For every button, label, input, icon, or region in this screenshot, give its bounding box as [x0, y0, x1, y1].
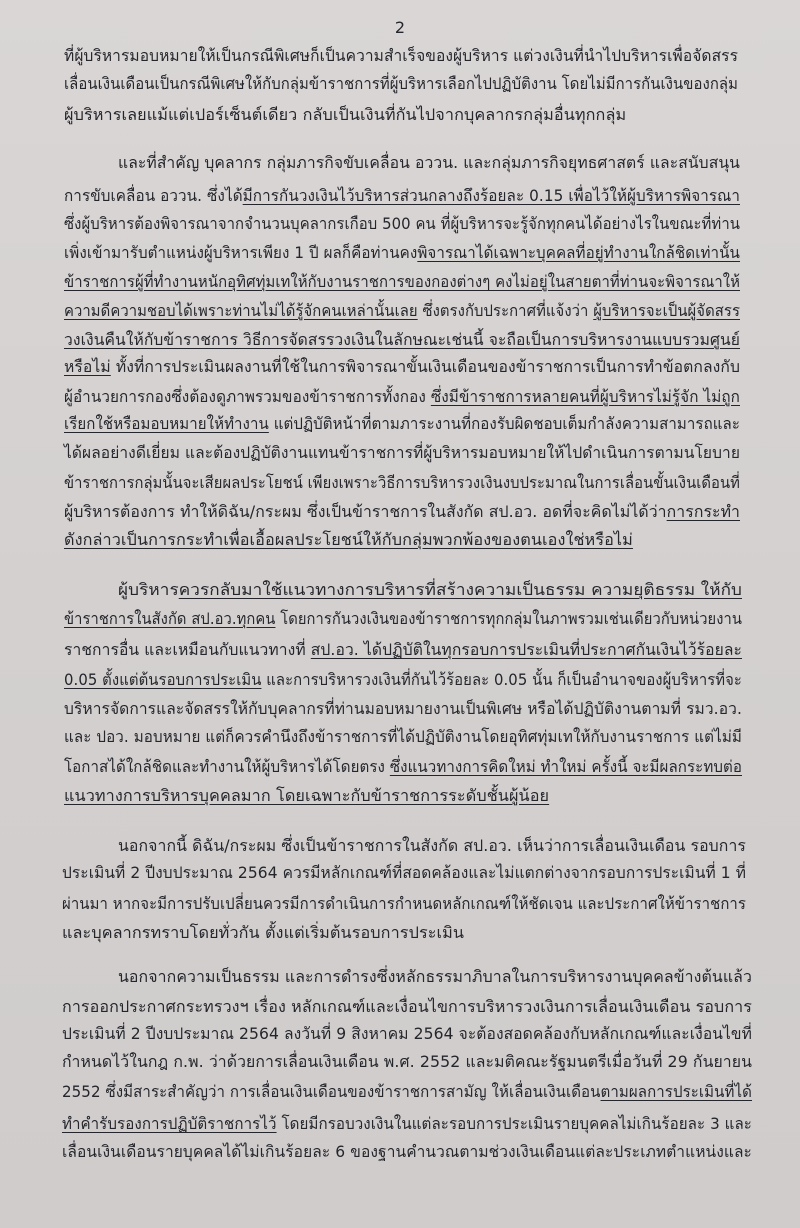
text-run: ผู้บริหาร	[118, 580, 179, 599]
text-line	[118, 836, 746, 856]
text-line	[64, 301, 740, 321]
text-line	[62, 1082, 752, 1102]
text-run: ผู้บริหารต้องการ ทำให้ดิฉัน/กระผม ซึ่งเป็นข้าราชการในสังกัด สป.อว. อดที่จะคิดไม่ได้ว่า	[64, 502, 667, 521]
text-run: ซึ่งผู้บริหารต้องพิจารณาจากจำนวนบุคลากรเกือบ 500 คน ที่ผู้บริหารจะรู้จักทุกคนได้อย่างไรในขณะที่ท่าน	[64, 214, 740, 233]
underlined-text: ซึ่งมีข้าราชการหลายคนที่ผู้บริหารไม่รู้จัก ไม่ถูก	[430, 387, 740, 406]
text-run: 2552 ซึ่งมีสาระสำคัญว่า การเลื่อนเงินเดือนของข้าราชการสามัญ ให้เลื่อนเงินเดือน	[62, 1082, 601, 1101]
text-line	[64, 74, 738, 94]
underlined-text: ตามผลการประเมินที่ได้	[600, 1082, 752, 1101]
underlined-text: ควรกลับมาใช้แนวทางการบริหารที่สร้างความเป็นธรรม ความยุติธรรม ให้กับ	[178, 580, 742, 599]
text-line	[64, 272, 740, 292]
text-run: และที่สำคัญ บุคลากร กลุ่มภารกิจขับเคลื่อน อววน. และกลุ่มภารกิจยุทธศาสตร์ และสนับสนุน	[118, 153, 740, 172]
text-line	[64, 530, 633, 550]
text-line	[64, 670, 742, 690]
text-run: เพิ่งเข้ามารับตำแหน่งผู้บริหารเพียง 1 ปี ผลก็คือท่านคง	[64, 243, 418, 262]
text-line	[64, 640, 742, 660]
text-line	[64, 609, 742, 629]
underlined-text: พิจารณาได้เฉพาะบุคคลที่อยู่ทำงานใกล้ชิดเท่านั้น	[417, 243, 740, 262]
underlined-text: ดังกล่าวเป็นการกระทำเพื่อเอื้อผลประโยชน์ให้กับกลุ่มพวกพ้องของตนเองใช่หรือไม่	[64, 530, 633, 549]
text-run: ข้าราชการกลุ่มนั้นจะเสียผลประโยชน์ เพียงเพราะวิธีการบริหารวงเงินงบประมาณในการเลื่อนขั้นเงินเดือนที่	[64, 473, 740, 492]
text-run: ผ่านมา หากจะมีการปรับเปลี่ยนควรมีการดำเนินการกำหนดหลักเกณฑ์ให้ชัดเจน และประกาศให้ข้าราชการ	[62, 894, 746, 913]
underlined-text: เรียกใช้หรือมอบหมายให้ทำงาน	[64, 414, 269, 433]
text-run: โอกาสได้ใกล้ชิดและทำงานให้ผู้บริหารได้โดยตรง	[64, 757, 390, 776]
text-run: เลื่อนเงินเดือนเป็นกรณีพิเศษให้กับกลุ่มข้าราชการที่ผู้บริหารเลือกไปปฏิบัติงาน โดยไม่มีการกันเงินของกลุ่ม	[64, 74, 738, 93]
text-run: และ ปอว. มอบหมาย แต่ก็ควรคำนึงถึงข้าราชการที่ได้ปฏิบัติงานโดยอุทิศทุ่มเทให้กับงานราชการ แต่ไม่มี	[64, 727, 742, 746]
text-line	[62, 1052, 752, 1072]
text-line	[64, 357, 740, 377]
text-line	[64, 186, 740, 206]
text-run: กำหนดไว้ในกฎ ก.พ. ว่าด้วยการเลื่อนเงินเดือน พ.ศ. 2552 และมติคณะรัฐมนตรีเมื่อวันที่ 29 กันยายน	[62, 1052, 752, 1071]
text-line	[64, 387, 740, 407]
text-run: ได้ผลอย่างดีเยี่ยม และต้องปฏิบัติงานแทนข้าราชการที่ผู้บริหารมอบหมายให้ไปดำเนินการตามนโยบาย	[64, 443, 740, 462]
underlined-text: การกระทำ	[666, 502, 740, 521]
text-line	[64, 473, 740, 493]
underlined-text: ซึ่งแนวทางการคิดใหม่ ทำใหม่ ครั้งนี้ จะมีผลกระทบต่อ	[389, 757, 742, 776]
text-line	[62, 863, 746, 883]
text-line	[64, 46, 738, 66]
text-run: ผู้บริหารเลยแม้แต่เปอร์เซ็นต์เดียว กลับเป็นเงินที่กันไปจากบุคลากรกลุ่มอื่นทุกกลุ่ม	[64, 105, 627, 124]
text-run: บริหารจัดการและจัดสรรให้กับบุคลากรที่ท่านมอบหมายงานเป็นพิเศษ หรือได้ปฏิบัติงานตามที่ รมว.อว.	[64, 699, 742, 718]
text-line	[62, 997, 752, 1017]
text-run: และการบริหารวงเงินที่กันไว้ร้อยละ 0.05 นั้น ก็เป็นอำนาจของผู้บริหารที่จะ	[261, 670, 742, 689]
text-run: ประเมินที่ 2 ปีงบประมาณ 2564 ควรมีหลักเกณฑ์ที่สอดคล้องและไม่แตกต่างจากรอบการประเมินที่ 1 ที่	[62, 863, 746, 882]
underlined-text: ผู้บริหารจะเป็นผู้จัดสรร	[593, 301, 740, 320]
underlined-text: สป.อว. ได้ปฏิบัติในทุกรอบการประเมินที่ประกาศกันเงินไว้ร้อยละ	[310, 640, 742, 659]
text-line	[64, 757, 742, 777]
underlined-text: มีการกันวงเงินไว้บริหารส่วนกลางถึงร้อยละ 0.15 เพื่อไว้ให้ผู้บริหารพิจารณา	[242, 186, 740, 205]
text-run: นอกจากนี้ ดิฉัน/กระผม ซึ่งเป็นข้าราชการในสังกัด สป.อว. เห็นว่าการเลื่อนเงินเดือน รอบการ	[118, 836, 746, 855]
text-line	[62, 1142, 752, 1162]
text-line	[62, 894, 746, 914]
page-number: 2	[394, 18, 406, 37]
text-line	[118, 153, 740, 173]
text-run: ผู้อำนวยการกองซึ่งต้องดูภาพรวมของข้าราชการทั้งกอง	[64, 387, 431, 406]
text-run: ที่ผู้บริหารมอบหมายให้เป็นกรณีพิเศษก็เป็นความสำเร็จของผู้บริหาร แต่วงเงินที่นำไปบริหารเพื่อจัดสรร	[64, 46, 738, 65]
text-line	[62, 1024, 752, 1044]
text-line	[64, 727, 742, 747]
underlined-text: วงเงินคืนให้กับข้าราชการ วิธีการจัดสรรวงเงินในลักษณะเช่นนี้ จะถือเป็นการบริหารงานแบบรวมศูนย์	[64, 330, 740, 349]
underlined-text: ความดีความชอบได้เพราะท่านไม่ได้รู้จักคนเหล่านั้นเลย	[64, 301, 418, 320]
text-run: โดยมีกรอบวงเงินในแต่ละรอบการประเมินรายบุคคลไม่เกินร้อยละ 3 และ	[276, 1114, 752, 1133]
underlined-text: ทำคำรับรองการปฏิบัติราชการไว้	[62, 1114, 277, 1133]
underlined-text: ข้าราชการผู้ที่ทำงานหนักอุทิศทุ่มเทให้กับงานราชการของกองต่างๆ คงไม่อยู่ในสายตาที่ท่านจะพิจารณาให้	[64, 272, 740, 291]
text-line	[64, 330, 740, 350]
text-line	[62, 1114, 752, 1134]
text-run: ทั้งที่การประเมินผลงานที่ใช้ในการพิจารณาขั้นเงินเดือนของข้าราชการเป็นการทำข้อตกลงกับ	[110, 357, 740, 376]
text-line	[64, 786, 549, 806]
text-run: การขับเคลื่อน อววน. ซึ่งได้	[64, 186, 243, 205]
text-run: ราชการอื่น และเหมือนกับแนวทางที่	[64, 640, 311, 659]
text-line	[64, 105, 626, 125]
underlined-text: แนวทางการบริหารบุคคลมาก โดยเฉพาะกับข้าราชการระดับชั้นผู้น้อย	[64, 786, 550, 805]
text-run: นอกจากความเป็นธรรม และการดำรงซึ่งหลักธรรมาภิบาลในการบริหารงานบุคคลข้างต้นแล้ว	[118, 967, 752, 986]
text-run: การออกประกาศกระทรวงฯ เรื่อง หลักเกณฑ์และเงื่อนไขการบริหารวงเงินการเลื่อนเงินเดือน รอบการ	[62, 997, 752, 1016]
text-run: และบุคลากรทราบโดยทั่วกัน ตั้งแต่เริ่มต้นรอบการประเมิน	[62, 923, 465, 942]
text-run: ประเมินที่ 2 ปีงบประมาณ 2564 ลงวันที่ 9 สิงหาคม 2564 จะต้องสอดคล้องกับหลักเกณฑ์และเงื่อนไขที่	[62, 1024, 752, 1043]
text-line	[64, 443, 740, 463]
text-line	[64, 414, 740, 434]
text-line	[64, 502, 740, 522]
text-line	[118, 580, 742, 600]
text-run: แต่ปฏิบัติหน้าที่ตามภาระงานที่กองรับผิดชอบเต็มกำลังความสามารถและ	[268, 414, 740, 433]
text-line	[62, 923, 464, 943]
underlined-text: หรือไม่	[64, 357, 111, 376]
text-line	[64, 243, 740, 263]
text-run: เลื่อนเงินเดือนรายบุคคลได้ไม่เกินร้อยละ 6 ของฐานคำนวณตามช่วงเงินเดือนแต่ละประเภทตำแหน่งและ	[62, 1142, 752, 1161]
underlined-text: ข้าราชการในสังกัด สป.อว.ทุกคน	[64, 609, 276, 628]
text-run: โดยการกันวงเงินของข้าราชการทุกกลุ่มในภาพรวมเช่นเดียวกับหน่วยงาน	[275, 609, 742, 628]
text-line	[64, 699, 742, 719]
text-line	[118, 967, 752, 987]
text-run: ซึ่งตรงกับประกาศที่แจ้งว่า	[417, 301, 594, 320]
underlined-text: 0.05 ตั้งแต่ต้นรอบการประเมิน	[64, 670, 262, 689]
text-line	[64, 214, 740, 234]
